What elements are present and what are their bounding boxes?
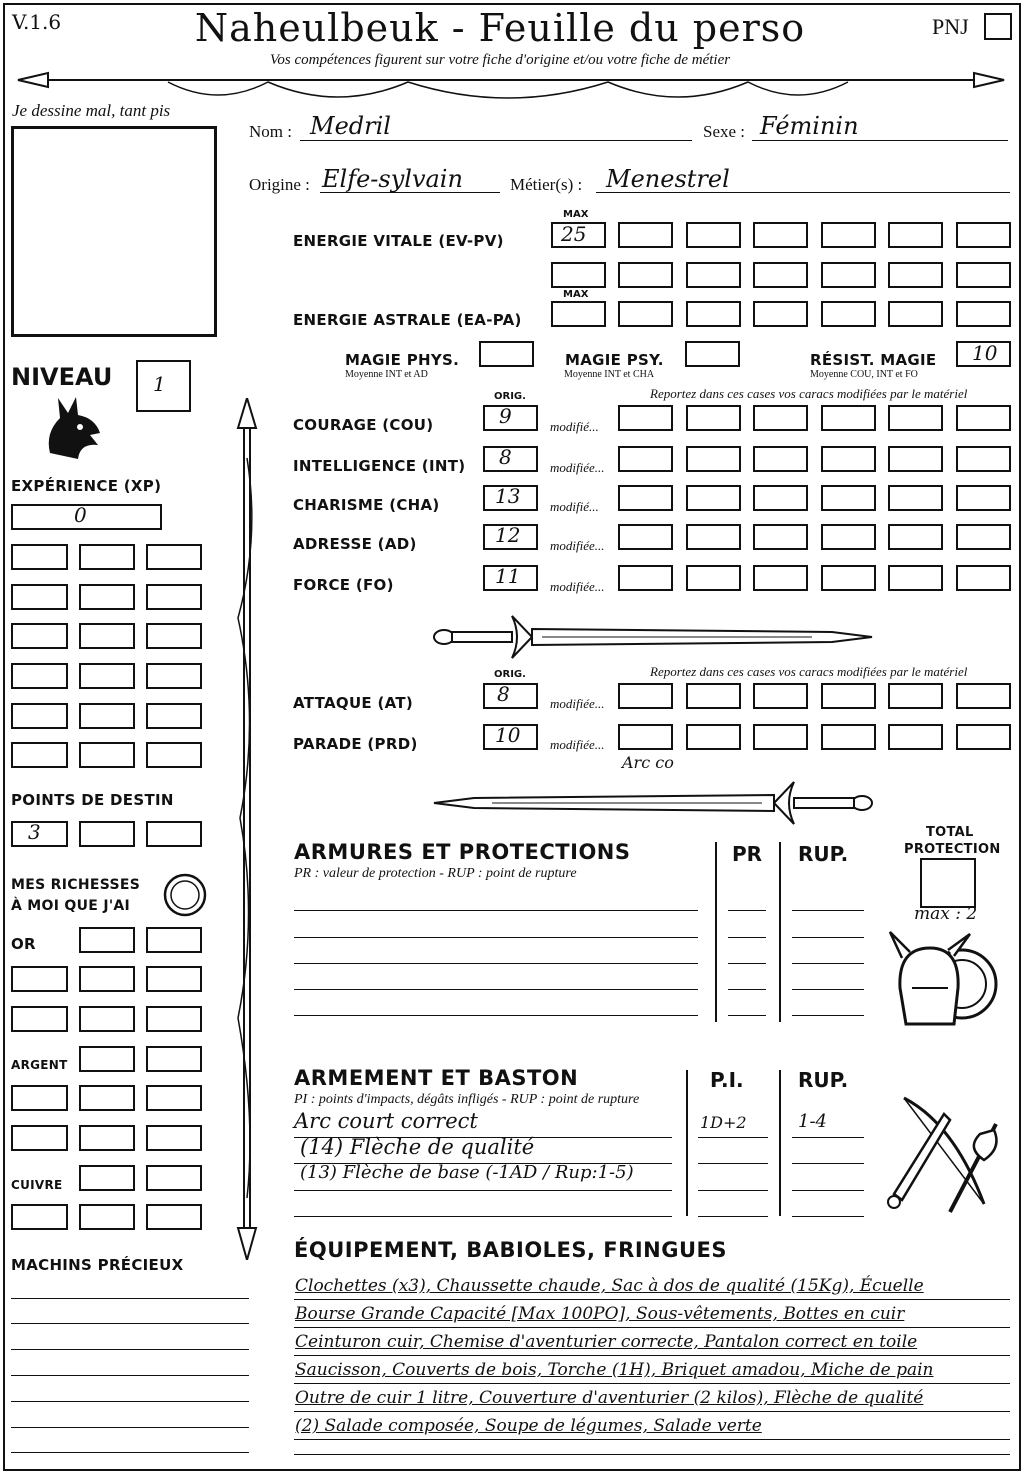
weapon-name: (14) Flèche de qualité — [300, 1135, 535, 1159]
combat-mod-box[interactable] — [956, 724, 1011, 750]
ev-row1-box[interactable] — [686, 222, 741, 248]
carac-label: COURAGE (COU) — [293, 416, 434, 434]
money-box[interactable] — [146, 1165, 202, 1191]
page-subtitle: Vos compétences figurent sur votre fiche d'origine et/ou votre fiche de métier — [269, 52, 731, 68]
armure-rup-line[interactable] — [792, 910, 864, 911]
magie-psy-label: MAGIE PSY. — [565, 351, 664, 369]
ev-row1-box[interactable] — [956, 222, 1011, 248]
machins-line[interactable] — [11, 1452, 249, 1453]
combat-orig-label: ORIG. — [494, 669, 526, 680]
equipement-rule[interactable] — [294, 1299, 1010, 1300]
weapon-line[interactable] — [294, 1216, 672, 1217]
niveau-value: 1 — [153, 372, 166, 396]
carac-mod-box[interactable] — [821, 405, 876, 431]
weapon-pi-line[interactable] — [698, 1190, 768, 1191]
money-box[interactable] — [11, 1006, 68, 1032]
total-protection-label-1: TOTAL — [926, 825, 974, 840]
weapons-icon — [884, 1094, 1012, 1218]
nom-line — [300, 140, 692, 141]
carac-mod-box[interactable] — [618, 405, 673, 431]
ev-row2-box[interactable] — [821, 262, 876, 288]
carac-mod-box[interactable] — [956, 485, 1011, 511]
combat-mod-box[interactable] — [686, 683, 741, 709]
dragon-icon — [40, 393, 106, 465]
attaque-label: ATTAQUE (AT) — [293, 694, 414, 712]
armure-pr-line[interactable] — [728, 1015, 766, 1016]
equipement-line: Bourse Grande Capacité [Max 100PO], Sous-vêtements, Bottes en cuir — [295, 1304, 905, 1324]
magie-psy-note: Moyenne INT et CHA — [564, 369, 655, 380]
carac-mod-box[interactable] — [821, 565, 876, 591]
ev-label: ENERGIE VITALE (EV-PV) — [293, 232, 504, 250]
xp-box[interactable] — [11, 663, 68, 689]
weapon-name: Arc court correct — [294, 1109, 478, 1133]
ev-row2-box[interactable] — [618, 262, 673, 288]
equipement-line: (2) Salade composée, Soupe de légumes, Salade verte — [295, 1416, 762, 1436]
sexe-line — [752, 140, 1008, 141]
armement-pi-header: P.I. — [710, 1068, 744, 1092]
carac-mod-box[interactable] — [956, 565, 1011, 591]
combat-mod-box[interactable] — [888, 683, 943, 709]
parade-label: PARADE (PRD) — [293, 735, 418, 753]
money-box[interactable] — [11, 1085, 68, 1111]
money-box[interactable] — [146, 1204, 202, 1230]
armure-rup-line[interactable] — [792, 937, 864, 938]
xp-box[interactable] — [11, 584, 68, 610]
weapon-rup-line[interactable] — [792, 1190, 864, 1191]
origine-line — [320, 192, 500, 193]
destin-box-3[interactable] — [146, 821, 202, 847]
machins-label: MACHINS PRÉCIEUX — [11, 1256, 184, 1274]
cuivre-label: CUIVRE — [11, 1178, 63, 1192]
parade-orig-value: 10 — [495, 723, 521, 747]
money-box[interactable] — [146, 1006, 202, 1032]
armure-pr-line[interactable] — [728, 937, 766, 938]
money-box[interactable] — [79, 1125, 135, 1151]
armement-divider-1 — [686, 1070, 688, 1216]
ev-row1-box[interactable] — [753, 222, 808, 248]
ea-label: ENERGIE ASTRALE (EA-PA) — [293, 311, 522, 329]
combat-mod-box[interactable] — [618, 724, 673, 750]
money-box[interactable] — [146, 966, 202, 992]
armement-rup-header: RUP. — [798, 1068, 849, 1092]
carac-mod-box[interactable] — [888, 524, 943, 550]
ea-max-label: MAX — [563, 289, 589, 300]
destin-label: POINTS DE DESTIN — [11, 791, 174, 809]
combat-mod-box[interactable] — [821, 724, 876, 750]
armure-line[interactable] — [294, 910, 698, 911]
richesses-label-2: À MOI QUE J'AI — [11, 898, 131, 914]
weapon-pi-line[interactable] — [698, 1216, 768, 1217]
carac-mod-box[interactable] — [753, 565, 808, 591]
money-box[interactable] — [146, 927, 202, 953]
carac-orig-value: 11 — [495, 564, 521, 588]
armure-line[interactable] — [294, 937, 698, 938]
armure-rup-line[interactable] — [792, 963, 864, 964]
carac-mod-box[interactable] — [686, 446, 741, 472]
sword-icon — [432, 778, 874, 828]
nom-value[interactable]: Medril — [310, 112, 391, 140]
caracs-orig-label: ORIG. — [494, 391, 526, 402]
money-box[interactable] — [79, 1085, 135, 1111]
money-box[interactable] — [146, 1046, 202, 1072]
xp-box[interactable] — [79, 623, 135, 649]
carac-mod-box[interactable] — [821, 524, 876, 550]
armure-line[interactable] — [294, 1015, 698, 1016]
carac-label: INTELLIGENCE (INT) — [293, 457, 466, 475]
carac-mod-box[interactable] — [618, 485, 673, 511]
attaque-orig-box[interactable] — [483, 683, 538, 709]
carac-mod-box[interactable] — [753, 446, 808, 472]
experience-value: 0 — [74, 503, 87, 527]
money-box[interactable] — [79, 1204, 135, 1230]
carac-mod-box[interactable] — [956, 524, 1011, 550]
carac-mod-label: modifiée... — [550, 538, 605, 553]
ev-row1-box[interactable] — [618, 222, 673, 248]
equipement-rule[interactable] — [294, 1411, 1010, 1412]
carac-mod-box[interactable] — [888, 485, 943, 511]
ev-row1-box[interactable] — [888, 222, 943, 248]
carac-mod-label: modifié... — [550, 419, 599, 434]
parade-mod-label: modifiée... — [550, 737, 605, 752]
xp-box[interactable] — [11, 742, 68, 768]
money-box[interactable] — [146, 1125, 202, 1151]
money-box[interactable] — [79, 927, 135, 953]
carac-mod-box[interactable] — [888, 565, 943, 591]
equipement-line: Outre de cuir 1 litre, Couverture d'aventurier (2 kilos), Flèche de qualité — [295, 1388, 924, 1408]
armure-pr-line[interactable] — [728, 963, 766, 964]
ev-row2-box[interactable] — [753, 262, 808, 288]
weapon-name: (13) Flèche de base (-1AD / Rup:1-5) — [300, 1162, 634, 1183]
money-box[interactable] — [11, 1204, 68, 1230]
sexe-label: Sexe : — [703, 122, 746, 141]
combat-mod-box[interactable] — [888, 724, 943, 750]
armures-divider-1 — [715, 842, 717, 1022]
ea-max-box[interactable] — [551, 301, 606, 327]
machins-line[interactable] — [11, 1401, 249, 1402]
combat-report-note: Reportez dans ces cases vos caracs modifiées par le matériel — [650, 664, 968, 679]
weapon-rup-line[interactable] — [792, 1216, 864, 1217]
ea-row-box[interactable] — [686, 301, 741, 327]
carac-mod-box[interactable] — [686, 565, 741, 591]
pnj-checkbox[interactable] — [984, 13, 1012, 40]
armure-rup-line[interactable] — [792, 1015, 864, 1016]
money-box[interactable] — [79, 1006, 135, 1032]
machins-line[interactable] — [11, 1427, 249, 1428]
weapon-pi-line[interactable] — [698, 1137, 768, 1138]
carac-label: CHARISME (CHA) — [293, 496, 440, 514]
carac-mod-box[interactable] — [956, 405, 1011, 431]
page-title: Naheulbeuk - Feuille du perso — [194, 6, 806, 50]
ev-row2-box[interactable] — [686, 262, 741, 288]
xp-box[interactable] — [146, 623, 202, 649]
carac-mod-box[interactable] — [821, 485, 876, 511]
armures-note: PR : valeur de protection - RUP : point de rupture — [294, 866, 577, 881]
carac-orig-value: 9 — [499, 404, 512, 428]
portrait-caption: Je dessine mal, tant pis — [12, 101, 171, 120]
equipement-rule[interactable] — [294, 1327, 1010, 1328]
ev-row1-box[interactable] — [821, 222, 876, 248]
xp-box[interactable] — [11, 544, 68, 570]
xp-box[interactable] — [79, 584, 135, 610]
argent-label: ARGENT — [11, 1058, 68, 1072]
equipement-rule[interactable] — [294, 1355, 1010, 1356]
origine-value[interactable]: Elfe-sylvain — [322, 165, 463, 193]
magie-psy-box[interactable] — [685, 341, 740, 367]
weapon-rup-line[interactable] — [792, 1163, 864, 1164]
caracs-report-note: Reportez dans ces cases vos caracs modifiées par le matériel — [650, 386, 968, 401]
carac-mod-label: modifiée... — [550, 460, 605, 475]
combat-mod-box[interactable] — [686, 724, 741, 750]
ev-row2-box[interactable] — [888, 262, 943, 288]
equipement-line: Clochettes (x3), Chaussette chaude, Sac à dos de qualité (15Kg), Écuelle — [295, 1276, 924, 1296]
helmet-shield-icon — [888, 928, 1000, 1034]
resist-magie-label: RÉSIST. MAGIE — [810, 351, 937, 369]
money-box[interactable] — [146, 1085, 202, 1111]
armures-rup-header: RUP. — [798, 842, 849, 866]
attaque-orig-value: 8 — [497, 682, 510, 706]
magie-phys-note: Moyenne INT et AD — [345, 369, 428, 380]
metier-value[interactable]: Menestrel — [606, 165, 730, 193]
carac-mod-box[interactable] — [618, 446, 673, 472]
carac-mod-box[interactable] — [821, 446, 876, 472]
money-box[interactable] — [11, 966, 68, 992]
money-box[interactable] — [11, 1125, 68, 1151]
armure-pr-line[interactable] — [728, 989, 766, 990]
coin-icon — [162, 872, 208, 918]
combat-note: Arc co — [622, 753, 674, 772]
carac-mod-box[interactable] — [956, 446, 1011, 472]
money-box[interactable] — [79, 1165, 135, 1191]
ea-row-box[interactable] — [618, 301, 673, 327]
nom-label: Nom : — [249, 122, 292, 141]
carac-mod-box[interactable] — [618, 565, 673, 591]
equipement-line: Saucisson, Couverts de bois, Torche (1H), Briquet amadou, Miche de pain — [295, 1360, 934, 1380]
weapon-line[interactable] — [294, 1190, 672, 1191]
weapon-pi-line[interactable] — [698, 1163, 768, 1164]
resist-magie-note: Moyenne COU, INT et FO — [810, 369, 918, 380]
experience-label: EXPÉRIENCE (XP) — [11, 477, 162, 495]
sexe-value[interactable]: Féminin — [760, 112, 859, 140]
combat-mod-box[interactable] — [753, 724, 808, 750]
ev-max-value: 25 — [561, 222, 587, 246]
carac-mod-box[interactable] — [618, 524, 673, 550]
ea-row-box[interactable] — [888, 301, 943, 327]
origine-label: Origine : — [249, 175, 310, 194]
carac-mod-label: modifiée... — [550, 579, 605, 594]
pnj-label: PNJ — [932, 14, 969, 39]
money-box[interactable] — [79, 1046, 135, 1072]
carac-orig-value: 12 — [495, 523, 521, 547]
xp-box[interactable] — [146, 544, 202, 570]
destin-box-2[interactable] — [79, 821, 135, 847]
magie-phys-label: MAGIE PHYS. — [345, 351, 460, 369]
xp-box[interactable] — [79, 703, 135, 729]
carac-mod-label: modifié... — [550, 499, 599, 514]
armures-pr-header: PR — [732, 842, 763, 866]
ea-row-box[interactable] — [821, 301, 876, 327]
equipement-rule[interactable] — [294, 1454, 1010, 1455]
total-protection-max: max : 2 — [914, 904, 978, 924]
xp-box[interactable] — [146, 584, 202, 610]
carac-orig-value: 13 — [495, 484, 521, 508]
carac-mod-box[interactable] — [753, 405, 808, 431]
armure-line[interactable] — [294, 989, 698, 990]
carac-label: FORCE (FO) — [293, 576, 394, 594]
weapon-pi: 1D+2 — [700, 1113, 747, 1132]
total-protection-box[interactable] — [920, 858, 976, 908]
carac-mod-box[interactable] — [686, 524, 741, 550]
equipement-title: ÉQUIPEMENT, BABIOLES, FRINGUES — [294, 1238, 727, 1262]
xp-box[interactable] — [146, 703, 202, 729]
combat-mod-box[interactable] — [956, 683, 1011, 709]
machins-line[interactable] — [11, 1349, 249, 1350]
xp-box[interactable] — [146, 663, 202, 689]
carac-mod-box[interactable] — [753, 485, 808, 511]
armure-rup-line[interactable] — [792, 989, 864, 990]
attaque-mod-label: modifiée... — [550, 696, 605, 711]
or-label: OR — [11, 935, 36, 953]
machins-line[interactable] — [11, 1298, 249, 1299]
machins-line[interactable] — [11, 1323, 249, 1324]
armement-title: ARMEMENT ET BASTON — [294, 1066, 579, 1090]
carac-label: ADRESSE (AD) — [293, 535, 417, 553]
armure-line[interactable] — [294, 963, 698, 964]
ev-row2-box[interactable] — [956, 262, 1011, 288]
xp-box[interactable] — [79, 663, 135, 689]
magie-phys-box[interactable] — [479, 341, 534, 367]
resist-magie-value: 10 — [972, 341, 998, 365]
equipement-line: Ceinturon cuir, Chemise d'aventurier correcte, Pantalon correct en toile — [295, 1332, 918, 1352]
carac-mod-box[interactable] — [753, 524, 808, 550]
sword-icon — [432, 612, 874, 662]
armure-pr-line[interactable] — [728, 910, 766, 911]
equipement-rule[interactable] — [294, 1383, 1010, 1384]
xp-box[interactable] — [146, 742, 202, 768]
metier-label: Métier(s) : — [510, 175, 583, 194]
xp-box[interactable] — [11, 703, 68, 729]
metier-line — [596, 192, 1010, 193]
spear-icon — [230, 398, 264, 1260]
total-protection-label-2: PROTECTION — [904, 842, 1001, 857]
equipement-rule[interactable] — [294, 1439, 1010, 1440]
destin-value: 3 — [28, 820, 41, 844]
weapon-rup-line[interactable] — [792, 1137, 864, 1138]
carac-mod-box[interactable] — [888, 446, 943, 472]
money-box[interactable] — [79, 966, 135, 992]
ev-row2-first-box[interactable] — [551, 262, 606, 288]
weapon-rup: 1-4 — [798, 1111, 827, 1132]
armement-divider-2 — [779, 1070, 781, 1216]
carac-mod-box[interactable] — [686, 405, 741, 431]
xp-box[interactable] — [79, 742, 135, 768]
ea-row-box[interactable] — [956, 301, 1011, 327]
ea-row-box[interactable] — [753, 301, 808, 327]
armement-note: PI : points d'impacts, dégâts infligés - RUP : point de rupture — [294, 1092, 640, 1107]
xp-box[interactable] — [79, 544, 135, 570]
machins-line[interactable] — [11, 1375, 249, 1376]
richesses-label-1: MES RICHESSES — [11, 877, 141, 893]
armures-title: ARMURES ET PROTECTIONS — [294, 840, 631, 864]
portrait-box[interactable] — [11, 126, 217, 337]
combat-mod-box[interactable] — [618, 683, 673, 709]
armures-divider-2 — [779, 842, 781, 1022]
combat-mod-box[interactable] — [821, 683, 876, 709]
carac-orig-value: 8 — [499, 445, 512, 469]
carac-mod-box[interactable] — [888, 405, 943, 431]
version-label: V.1.6 — [12, 10, 62, 34]
niveau-label: NIVEAU — [11, 363, 113, 391]
carac-mod-box[interactable] — [686, 485, 741, 511]
xp-box[interactable] — [11, 623, 68, 649]
combat-mod-box[interactable] — [753, 683, 808, 709]
ev-max-label: MAX — [563, 209, 589, 220]
